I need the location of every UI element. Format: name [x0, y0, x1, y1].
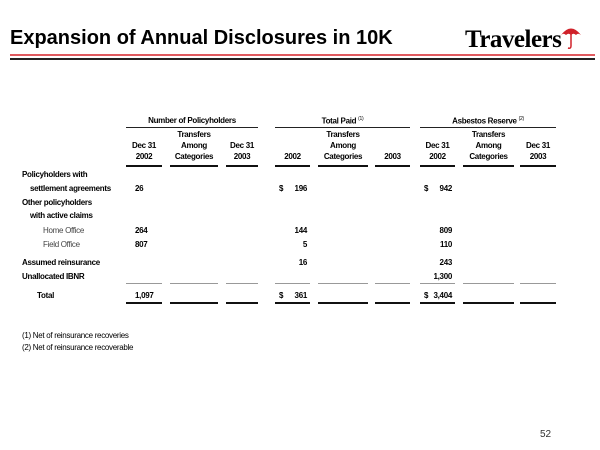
group-underline — [275, 127, 410, 128]
column-header: 2002 — [284, 152, 301, 161]
dollar-sign: $ — [279, 184, 284, 193]
footnote-ref: (2) — [518, 116, 524, 122]
column-rule — [318, 165, 368, 167]
column-rule — [520, 283, 556, 284]
cell: 264 — [135, 226, 148, 235]
column-header: Dec 31 — [132, 141, 156, 150]
group-header-reserve — [420, 116, 556, 126]
column-header: Categories — [323, 152, 363, 161]
cell: 1,300 — [433, 272, 452, 281]
column-rule — [463, 302, 514, 304]
cell: 16 — [298, 258, 307, 267]
column-rule — [375, 283, 410, 284]
column-header: Among — [475, 141, 502, 150]
group-header-paid — [275, 116, 410, 126]
column-header: Categories — [469, 152, 508, 161]
header-rule-black — [10, 58, 595, 60]
column-rule — [170, 165, 218, 167]
column-rule — [420, 165, 455, 167]
row-label: Assumed reinsurance — [22, 258, 100, 267]
column-rule — [226, 302, 258, 304]
column-rule — [463, 283, 514, 284]
cell: 144 — [294, 226, 307, 235]
row-label: Unallocated IBNR — [22, 272, 85, 281]
column-rule — [375, 165, 410, 167]
column-header: Among — [329, 141, 357, 150]
cell: 243 — [439, 258, 452, 267]
column-header: Transfers — [326, 130, 360, 139]
column-header: Among — [180, 141, 208, 150]
footnote: (1) Net of reinsurance recoveries — [22, 331, 129, 340]
column-header: Dec 31 — [425, 141, 450, 150]
umbrella-icon — [560, 24, 582, 50]
row-label: with active claims — [30, 211, 93, 220]
cell: 1,097 — [135, 291, 154, 300]
column-rule — [520, 165, 556, 167]
cell: 942 — [439, 184, 452, 193]
slide-title: Expansion of Annual Disclosures in 10K — [10, 27, 393, 49]
column-header: 2002 — [429, 152, 446, 161]
column-header: Dec 31 — [526, 141, 550, 150]
column-rule — [420, 283, 455, 284]
row-label: Other policyholders — [22, 198, 92, 207]
column-rule — [520, 302, 556, 304]
column-header: 2003 — [529, 152, 547, 161]
column-rule — [375, 302, 410, 304]
column-rule — [170, 302, 218, 304]
column-rule — [275, 165, 310, 167]
column-header: 2002 — [135, 152, 153, 161]
row-label: Field Office — [43, 240, 80, 249]
column-rule — [170, 283, 218, 284]
column-header: Transfers — [471, 130, 506, 139]
cell: 110 — [439, 240, 452, 249]
column-rule — [275, 302, 310, 304]
column-rule — [126, 283, 162, 284]
row-label: Home Office — [43, 226, 85, 235]
footnote: (2) Net of reinsurance recoverable — [22, 343, 134, 352]
cell: 807 — [135, 240, 148, 249]
column-header: 2003 — [384, 152, 401, 161]
cell: 26 — [135, 184, 144, 193]
column-header: Categories — [174, 152, 214, 161]
cell: 3,404 — [433, 291, 452, 300]
group-label: Asbestos Reserve — [452, 116, 517, 126]
cell: 809 — [439, 226, 452, 235]
row-label: Policyholders with — [22, 170, 88, 179]
column-rule — [226, 283, 258, 284]
cell: 361 — [294, 291, 307, 300]
travelers-logo: Travelers — [465, 26, 562, 53]
row-label: Total — [37, 291, 55, 300]
page-number: 52 — [540, 429, 552, 440]
column-rule — [275, 283, 310, 284]
column-header: 2003 — [233, 152, 251, 161]
footnote-ref: (1) — [358, 116, 364, 122]
dollar-sign: $ — [279, 291, 284, 300]
cell: 5 — [302, 240, 307, 249]
column-header: Dec 31 — [230, 141, 254, 150]
group-underline — [126, 127, 258, 128]
column-rule — [463, 165, 514, 167]
dollar-sign: $ — [424, 291, 429, 300]
column-rule — [318, 283, 368, 284]
group-header-policyholders: Number of Policyholders — [148, 116, 236, 125]
column-rule — [126, 165, 162, 167]
header-rule-red — [10, 54, 595, 56]
dollar-sign: $ — [424, 184, 429, 193]
column-header: Transfers — [177, 130, 211, 139]
column-rule — [318, 302, 368, 304]
column-rule — [420, 302, 455, 304]
group-underline — [420, 127, 556, 128]
cell: 196 — [294, 184, 307, 193]
group-label: Total Paid — [321, 116, 357, 126]
column-rule — [226, 165, 258, 167]
column-rule — [126, 302, 162, 304]
row-label: settlement agreements — [30, 184, 111, 193]
